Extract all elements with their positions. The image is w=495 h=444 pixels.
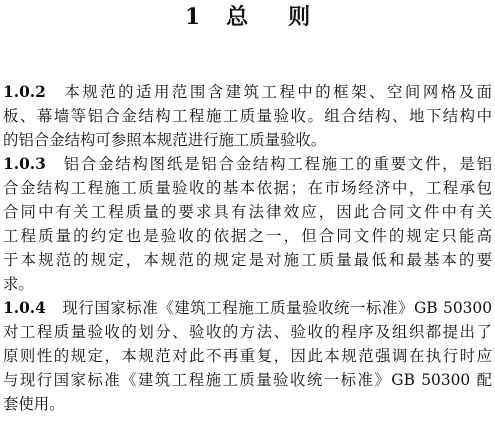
chapter-number: 1 xyxy=(184,4,201,30)
clause-1-0-3-line-1 xyxy=(3,152,492,176)
clause-1-0-3-line-2: 合金结构工程施工质量验收的基本依据；在市场经济中，工程承包 xyxy=(3,179,492,197)
chapter-heading xyxy=(0,2,495,32)
clause-1-0-3-line-3: 合同中有关工程质量的要求具有法律效应，因此合同文件中有关 xyxy=(3,203,492,221)
clause-text: 现行国家标准《建筑工程施工质量验收统一标准》GB 50300 xyxy=(61,299,492,317)
clause-1-0-2-line-2: 板、幕墙等铝合金结构工程施工质量验收。组合结构、地下结构中 xyxy=(3,107,492,125)
document-body xyxy=(3,80,492,416)
clause-1-0-3-line-4: 工程质量的约定也是验收的依据之一，但合同文件的规定只能高 xyxy=(3,227,492,245)
clause-1-0-4-line-3: 原则性的规定，本规范对此不再重复，因此本规范强调在执行时应 xyxy=(3,347,492,365)
chapter-title-char-1: 总 xyxy=(226,4,249,30)
clause-text: 本规范的适用范围含建筑工程中的框架、空间网格及面 xyxy=(61,83,492,101)
clause-number: 1.0.2 xyxy=(3,83,46,101)
clause-1-0-3-line-5: 于本规范的规定，本规范的规定是对施工质量最低和最基本的要 xyxy=(3,251,492,269)
clause-1-0-2-line-3: 的铝合金结构可参照本规范进行施工质量验收。 xyxy=(3,131,327,149)
clause-1-0-4-line-5: 套使用。 xyxy=(3,395,65,413)
clause-number: 1.0.3 xyxy=(3,155,46,173)
clause-text: 铝合金结构图纸是铝合金结构工程施工的重要文件，是铝 xyxy=(61,155,492,173)
clause-1-0-4-line-4: 与现行国家标准《建筑工程施工质量验收统一标准》GB 50300 配 xyxy=(3,371,492,389)
clause-1-0-3-line-6: 求。 xyxy=(3,275,34,293)
clause-1-0-2-line-1 xyxy=(3,80,492,104)
clause-1-0-4-line-2: 对工程质量验收的划分、验收的方法、验收的程序及组织都提出了 xyxy=(3,323,492,341)
clause-1-0-4-line-1 xyxy=(3,296,492,320)
chapter-title-char-2: 则 xyxy=(288,4,311,30)
clause-number: 1.0.4 xyxy=(3,299,46,317)
